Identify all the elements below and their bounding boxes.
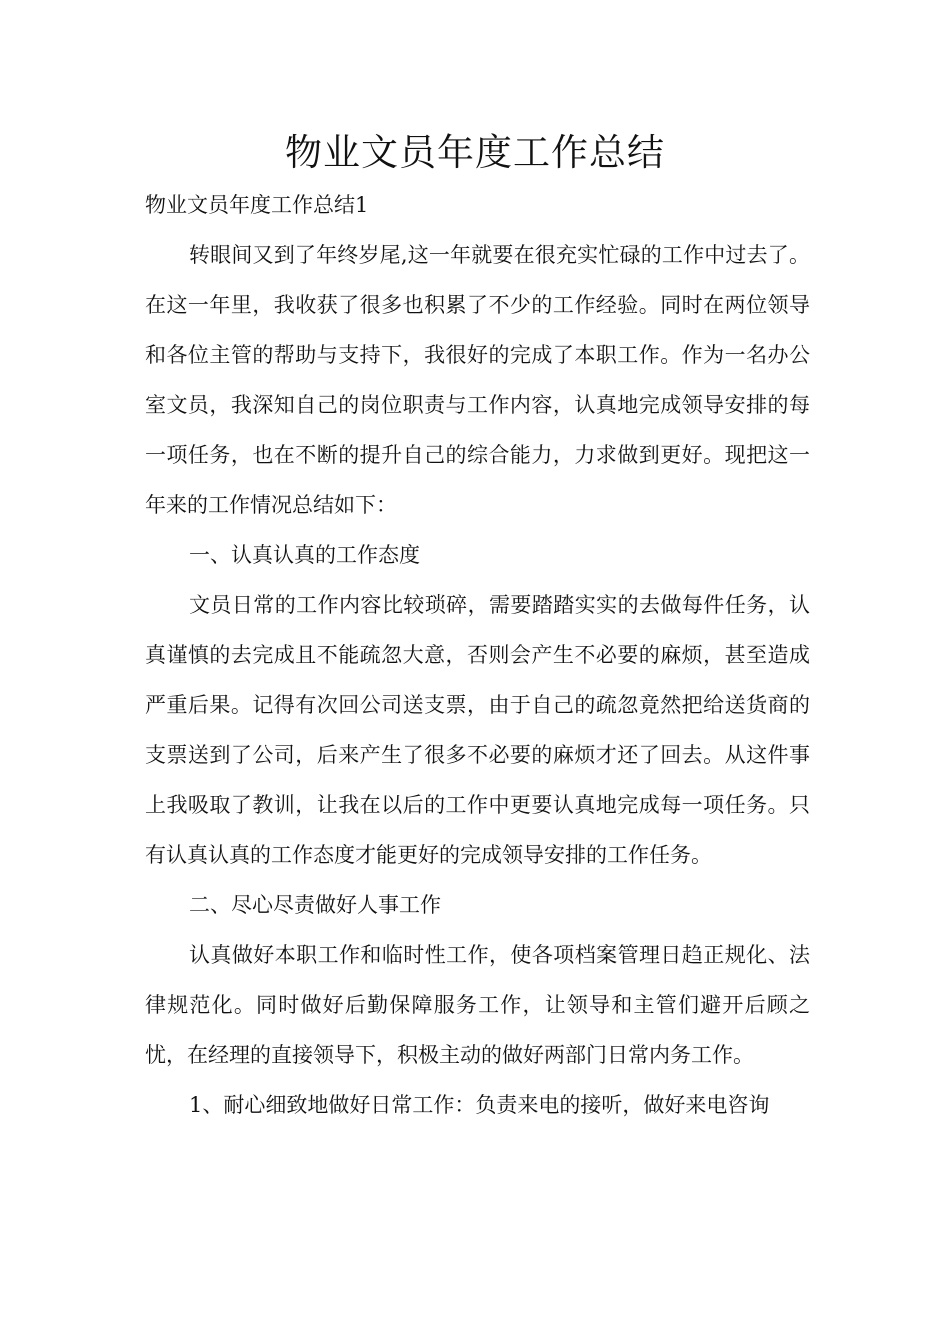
paragraph-attitude: 文员日常的工作内容比较琐碎，需要踏踏实实的去做每件任务，认真谨慎的去完成且不能疏忽大意，否则会产生不必要的麻烦，甚至造成严重后果。记得有次回公司送支票，由于自己的疏忽竟然把给送货商的支票送到了公司，后来产生了很多不必要的麻烦才还了回去。从这件事上我吸取了教训，让我在以后的工作中更要认真地完成每一项任务。只有认真认真的工作态度才能更好的完成领导安排的工作任务。 <box>145 593 810 867</box>
document-subtitle: 物业文员年度工作总结1 <box>145 193 369 217</box>
document-title: 物业文员年度工作总结 <box>285 131 665 174</box>
paragraph-daily-work: 1、耐心细致地做好日常工作：负责来电的接听，做好来电咨询 <box>189 1093 770 1117</box>
section-heading-personnel: 二、尽心尽责做好人事工作 <box>189 893 441 917</box>
paragraph-intro: 转眼间又到了年终岁尾,这一年就要在很充实忙碌的工作中过去了。在这一年里，我收获了很多也积累了不少的工作经验。同时在两位领导和各位主管的帮助与支持下，我很好的完成了本职工作。作为一名办公室文员，我深知自己的岗位职责与工作内容，认真地完成领导安排的每一项任务，也在不断的提升自己的综合能力，力求做到更好。现把这一年来的工作情况总结如下： <box>145 243 810 517</box>
paragraph-personnel: 认真做好本职工作和临时性工作，使各项档案管理日趋正规化、法律规范化。同时做好后勤保障服务工作，让领导和主管们避开后顾之忧，在经理的直接领导下，积极主动的做好两部门日常内务工作。 <box>145 943 810 1067</box>
section-heading-attitude: 一、认真认真的工作态度 <box>189 543 420 567</box>
document-body <box>145 180 810 1130</box>
